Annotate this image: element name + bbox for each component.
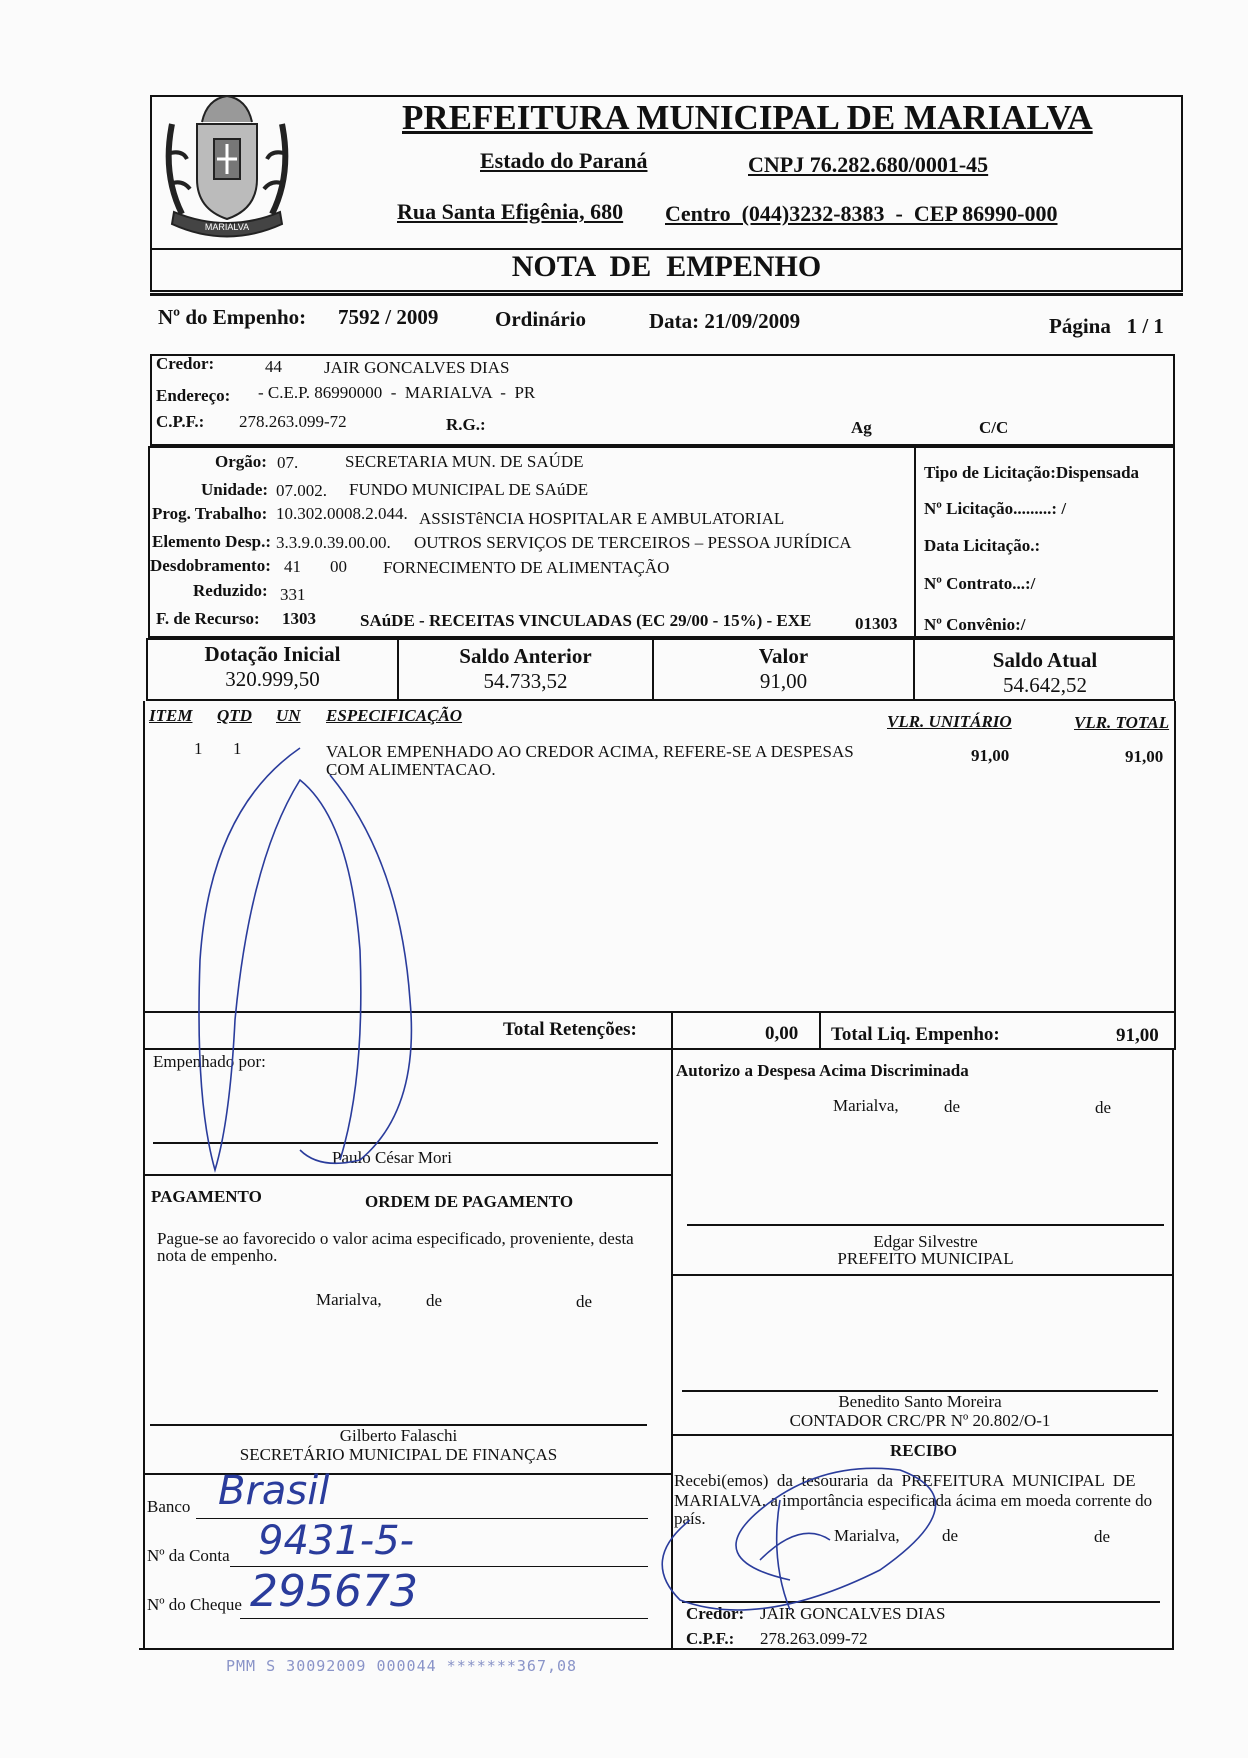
saldo-anterior-label: Saldo Anterior <box>459 644 592 668</box>
credor-name: JAIR GONCALVES DIAS <box>324 358 510 377</box>
pagamento-signer: Gilberto Falaschi <box>339 1426 458 1445</box>
recibo-credor-name: JAIR GONCALVES DIAS <box>760 1604 946 1623</box>
crest-text: MARIALVA <box>204 222 250 232</box>
prog-code: 10.302.0008.2.044. <box>276 504 408 523</box>
convenio-numero: Nº Convênio:/ <box>924 615 1026 634</box>
conta-handwritten: 9431-5- <box>258 1518 415 1564</box>
dotacao-label: Dotação Inicial <box>204 642 341 666</box>
item-qtd: 1 <box>233 739 242 758</box>
desdobramento-name: FORNECIMENTO DE ALIMENTAÇÃO <box>383 558 670 577</box>
empenho-number: 7592 / 2009 <box>338 305 439 329</box>
fonte-label: F. de Recurso: <box>156 609 260 628</box>
unidade-name: FUNDO MUNICIPAL DE SAúDE <box>349 480 589 499</box>
cc-label: C/C <box>979 418 1009 437</box>
empenho-date: Data: 21/09/2009 <box>649 309 801 333</box>
ordem-pagamento-title: ORDEM DE PAGAMENTO <box>365 1192 574 1211</box>
fonte-number: 01303 <box>855 614 898 633</box>
municipality-title: PREFEITURA MUNICIPAL DE MARIALVA <box>402 98 1093 137</box>
col-un: UN <box>276 706 301 725</box>
pagamento-label: PAGAMENTO <box>151 1187 262 1206</box>
saldo-atual-label: Saldo Atual <box>992 648 1098 672</box>
page-number: Página 1 / 1 <box>1049 314 1164 338</box>
licitacao-data: Data Licitação.: <box>924 536 1041 555</box>
col-espec: ESPECIFICAÇÃO <box>326 706 463 725</box>
pagamento-city: Marialva, <box>316 1290 382 1309</box>
prog-label: Prog. Trabalho: <box>152 504 268 523</box>
item-vlr-total: 91,00 <box>1125 747 1164 766</box>
desdobramento-code1: 41 <box>284 557 301 576</box>
ag-label: Ag <box>851 418 872 437</box>
credor-label: Credor: <box>156 354 215 373</box>
cheque-label: Nº do Cheque <box>147 1595 242 1614</box>
cpf-value: 278.263.099-72 <box>239 412 347 431</box>
recibo-credor-label: Credor: <box>686 1604 745 1623</box>
total-liquido-value: 91,00 <box>1116 1025 1159 1046</box>
doc-title: NOTA DE EMPENHO <box>511 250 822 283</box>
signature-recibo-stroke <box>760 1500 830 1610</box>
col-vlr-total: VLR. TOTAL <box>1074 713 1170 732</box>
signature-loop-empenhado <box>199 748 361 1170</box>
total-retencoes-value: 0,00 <box>765 1023 799 1044</box>
col-item: ITEM <box>149 706 193 725</box>
banco-label: Banco <box>147 1497 191 1516</box>
recibo-de1: de <box>942 1526 959 1545</box>
endereco-label: Endereço: <box>156 386 231 405</box>
cnpj-label: CNPJ 76.282.680/0001-45 <box>748 152 989 177</box>
empenho-number-label: Nº do Empenho: <box>158 305 307 329</box>
state-label: Estado do Paraná <box>480 148 648 173</box>
contador-signer: Benedito Santo Moreira <box>838 1392 1002 1411</box>
recibo-text-line2: MARIALVA, a importância especificada ácima em moeda corrente do <box>674 1491 1153 1510</box>
autorizo-label: Autorizo a Despesa Acima Discriminada <box>676 1061 969 1080</box>
elemento-name: OUTROS SERVIÇOS DE TERCEIROS – PESSOA JURÍDICA <box>414 533 852 552</box>
item-espec-line1: VALOR EMPENHADO AO CREDOR ACIMA, REFERE-SE A DESPESAS <box>326 742 854 761</box>
unidade-label: Unidade: <box>201 480 269 499</box>
orgao-label: Orgão: <box>215 452 267 471</box>
saldo-anterior-value: 54.733,52 <box>483 669 568 693</box>
recibo-de2: de <box>1094 1527 1111 1546</box>
banco-handwritten: Brasil <box>218 1468 330 1514</box>
contador-role: CONTADOR CRC/PR Nº 20.802/O-1 <box>789 1411 1051 1430</box>
recibo-cpf-value: 278.263.099-72 <box>760 1629 868 1648</box>
total-retencoes-label: Total Retenções: <box>503 1019 637 1040</box>
valor-value: 91,00 <box>759 669 808 693</box>
autorizo-role: PREFEITO MUNICIPAL <box>837 1249 1014 1268</box>
conta-label: Nº da Conta <box>147 1546 230 1565</box>
elemento-code: 3.3.9.0.39.00.00. <box>276 533 391 552</box>
elemento-label: Elemento Desp.: <box>152 532 271 551</box>
item-espec-line2: COM ALIMENTACAO. <box>326 760 496 779</box>
cheque-handwritten: 295673 <box>250 1566 418 1617</box>
saldo-atual-value: 54.642,52 <box>1003 673 1087 697</box>
desdobramento-code2: 00 <box>330 557 347 576</box>
signature-recibo-loop <box>662 1468 935 1610</box>
street-label: Rua Santa Efigênia, 680 <box>397 199 624 224</box>
reduzido-value: 331 <box>280 585 306 604</box>
recibo-title: RECIBO <box>889 1441 958 1460</box>
col-vlr-unit: VLR. UNITÁRIO <box>887 712 1012 731</box>
cpf-label: C.P.F.: <box>156 412 205 431</box>
orgao-name: SECRETARIA MUN. DE SAÚDE <box>345 452 584 471</box>
valor-label: Valor <box>758 644 809 668</box>
col-qtd: QTD <box>217 706 252 725</box>
pagamento-de2: de <box>576 1292 593 1311</box>
fonte-name: SAúDE - RECEITAS VINCULADAS (EC 29/00 - 15%) - EXE <box>360 611 812 630</box>
signature-loop-empenhado-2 <box>300 775 411 1163</box>
pagamento-role: SECRETÁRIO MUNICIPAL DE FINANÇAS <box>239 1445 558 1464</box>
recibo-cpf-label: C.P.F.: <box>686 1629 735 1648</box>
contrato-numero: Nº Contrato...:/ <box>924 574 1036 593</box>
recibo-text-line3: país. <box>674 1509 706 1528</box>
rg-label: R.G.: <box>446 415 486 434</box>
dotacao-value: 320.999,50 <box>225 667 320 691</box>
empenhado-label: Empenhado por: <box>153 1052 266 1071</box>
autorizo-de1: de <box>944 1097 961 1116</box>
credor-code: 44 <box>265 357 282 376</box>
address-rest: Centro (044)3232-8383 - CEP 86990-000 <box>665 201 1058 226</box>
item-number: 1 <box>194 739 203 758</box>
autorizo-de2: de <box>1095 1098 1112 1117</box>
reduzido-label: Reduzido: <box>193 581 268 600</box>
item-vlr-unit: 91,00 <box>971 746 1010 765</box>
total-liquido-label: Total Liq. Empenho: <box>831 1024 1000 1045</box>
fonte-code: 1303 <box>282 609 316 628</box>
recibo-city: Marialva, <box>834 1526 900 1545</box>
desdobramento-label: Desdobramento: <box>150 556 271 575</box>
autorizo-signer: Edgar Silvestre <box>873 1232 978 1251</box>
empenhado-signer: Paulo César Mori <box>332 1148 452 1167</box>
footer-print-stamp: PMM S 30092009 000044 *******367,08 <box>226 1657 578 1675</box>
endereco-value: - C.E.P. 86990000 - MARIALVA - PR <box>258 383 536 402</box>
licitacao-numero: Nº Licitação.........: / <box>924 499 1067 518</box>
pagamento-text-line1: Pague-se ao favorecido o valor acima especificado, proveniente, desta <box>157 1229 634 1248</box>
pagamento-text-line2: nota de empenho. <box>157 1246 278 1265</box>
orgao-code: 07. <box>277 453 299 472</box>
prog-name: ASSISTêNCIA HOSPITALAR E AMBULATORIAL <box>419 509 785 528</box>
unidade-code: 07.002. <box>276 481 327 500</box>
recibo-text-line1: Recebi(emos) da tesouraria da PREFEITURA MUNICIPAL DE <box>674 1471 1136 1490</box>
licitacao-tipo: Tipo de Licitação:Dispensada <box>924 463 1140 482</box>
pagamento-de1: de <box>426 1291 443 1310</box>
empenho-type: Ordinário <box>495 307 587 331</box>
autorizo-city: Marialva, <box>833 1096 899 1115</box>
